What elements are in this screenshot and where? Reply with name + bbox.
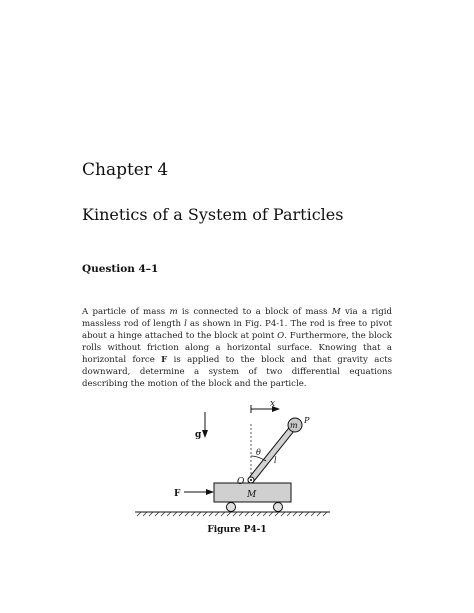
label-g: g: [195, 430, 202, 440]
symbol-F: F: [161, 355, 168, 365]
pivot-pin: [250, 479, 252, 481]
chapter-heading: Chapter 4: [82, 160, 169, 180]
symbol-m: m: [169, 307, 178, 317]
problem-text-part: is connected to a block of mass: [177, 307, 332, 317]
problem-text-part: as shown in Fig. P4-1. The rod is free to pivot about a hinge attached to the block at point: [82, 319, 393, 341]
figure-p4-1: [110, 390, 340, 525]
figure-caption: Figure P4-1: [207, 525, 267, 535]
symbol-O: O: [277, 331, 285, 341]
label-O: O: [237, 477, 245, 487]
label-l: l: [274, 456, 277, 465]
label-M: M: [247, 490, 257, 500]
label-theta: θ: [256, 448, 261, 457]
left-wheel: [227, 503, 236, 512]
symbol-l: l: [184, 319, 187, 329]
problem-text-part: is applied to the block and that gravity acts downward, determine a system of two differential equations describing the motion of the block and the particle.: [82, 355, 392, 389]
label-P: P: [304, 416, 310, 425]
label-m: m: [290, 421, 298, 430]
label-x: x: [270, 399, 276, 409]
problem-text-part: . Furthermore, the block rolls without friction along a horizontal surface. Knowing that a horizontal force: [82, 331, 393, 365]
right-wheel: [274, 503, 283, 512]
problem-text-part: via a rigid massless rod of length: [82, 307, 393, 329]
problem-statement: [82, 306, 392, 390]
chapter-title: Kinetics of a System of Particles: [82, 205, 344, 224]
ground-surface: [135, 512, 330, 516]
problem-text-part: A particle of mass: [82, 307, 170, 317]
symbol-M: M: [331, 307, 341, 317]
question-label: Question 4–1: [82, 263, 159, 275]
label-F: F: [174, 489, 181, 499]
